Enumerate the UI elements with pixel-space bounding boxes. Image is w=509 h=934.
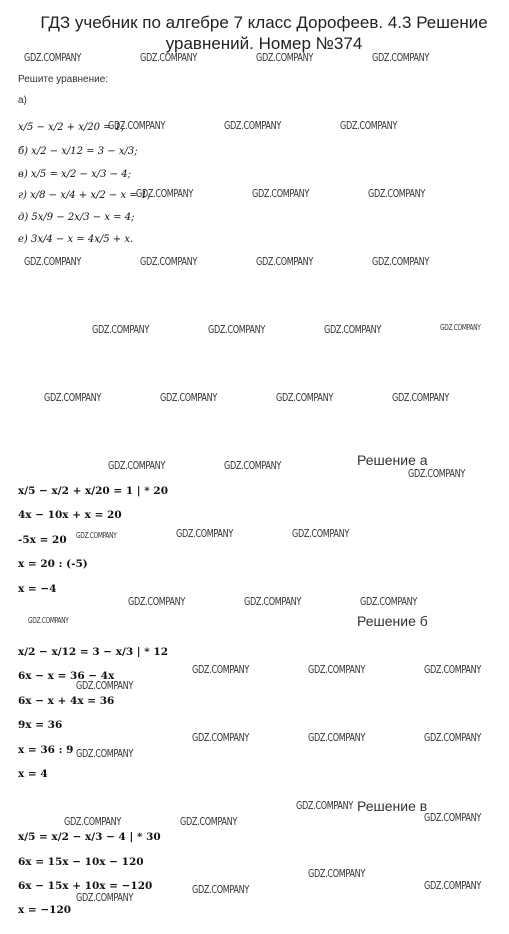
watermark: GDZ.COMPANY: [76, 891, 134, 904]
watermark: GDZ.COMPANY: [252, 187, 310, 200]
solution-line: 6x − 15x + 10x = −120: [18, 880, 153, 892]
watermark: GDZ.COMPANY: [108, 459, 166, 472]
solution-line: 6x = 15x − 10x − 120: [18, 856, 144, 868]
task-item: г) x/8 − x/4 + x/2 − x = 1;: [18, 190, 151, 201]
watermark: GDZ.COMPANY: [192, 663, 250, 676]
task-item: x/5 − x/2 + x/20 = 1;: [18, 122, 125, 133]
watermark: GDZ.COMPANY: [160, 391, 218, 404]
watermark: GDZ.COMPANY: [424, 731, 482, 744]
watermark: GDZ.COMPANY: [372, 255, 430, 268]
watermark: GDZ.COMPANY: [140, 255, 198, 268]
watermark: GDZ.COMPANY: [136, 187, 194, 200]
solution-line: x/5 − x/2 + x/20 = 1 | * 20: [18, 485, 169, 497]
watermark: GDZ.COMPANY: [24, 255, 82, 268]
watermark: GDZ.COMPANY: [368, 187, 426, 200]
watermark: GDZ.COMPANY: [108, 119, 166, 132]
watermark: GDZ.COMPANY: [224, 119, 282, 132]
task-item: е) 3x/4 − x = 4x/5 + x.: [18, 234, 134, 245]
watermark: GDZ.COMPANY: [408, 467, 466, 480]
watermark: GDZ.COMPANY: [192, 731, 250, 744]
solution-line: x = 4: [18, 768, 48, 780]
watermark: GDZ.COMPANY: [28, 616, 69, 625]
watermark: GDZ.COMPANY: [140, 51, 198, 64]
watermark: GDZ.COMPANY: [372, 51, 430, 64]
solution-line: x = 20 : (-5): [18, 558, 88, 570]
watermark: GDZ.COMPANY: [256, 255, 314, 268]
watermark: GDZ.COMPANY: [76, 747, 134, 760]
watermark: GDZ.COMPANY: [440, 323, 481, 332]
watermark: GDZ.COMPANY: [340, 119, 398, 132]
watermark: GDZ.COMPANY: [424, 811, 482, 824]
solution-line: x = −4: [18, 583, 57, 595]
watermark: GDZ.COMPANY: [296, 799, 354, 812]
task-label-a: а): [18, 95, 27, 106]
solution-heading-a: Решение а: [357, 452, 428, 468]
watermark: GDZ.COMPANY: [176, 527, 234, 540]
watermark: GDZ.COMPANY: [308, 663, 366, 676]
watermark: GDZ.COMPANY: [208, 323, 266, 336]
solution-heading-b: Решение б: [357, 613, 428, 629]
solution-line: x = −120: [18, 904, 72, 916]
task-item: в) x/5 = x/2 − x/3 − 4;: [18, 169, 131, 180]
solution-line: x/5 = x/2 − x/3 − 4 | * 30: [18, 831, 161, 843]
watermark: GDZ.COMPANY: [276, 391, 334, 404]
solution-line: x/2 − x/12 = 3 − x/3 | * 12: [18, 646, 169, 658]
watermark: GDZ.COMPANY: [424, 879, 482, 892]
watermark: GDZ.COMPANY: [24, 51, 82, 64]
watermark: GDZ.COMPANY: [256, 51, 314, 64]
watermark: GDZ.COMPANY: [308, 731, 366, 744]
solution-line: 6x − x + 4x = 36: [18, 695, 115, 707]
watermark: GDZ.COMPANY: [128, 595, 186, 608]
watermark: GDZ.COMPANY: [92, 323, 150, 336]
watermark: GDZ.COMPANY: [292, 527, 350, 540]
task-item: д) 5x/9 − 2x/3 − x = 4;: [18, 212, 135, 223]
watermark: GDZ.COMPANY: [224, 459, 282, 472]
watermark: GDZ.COMPANY: [424, 663, 482, 676]
solution-line: x = 36 : 9: [18, 744, 74, 756]
page-title: ГДЗ учебник по алгебре 7 класс Дорофеев. 4.3 Решение уравнений. Номер №374: [40, 13, 488, 53]
solution-line: 6x − x = 36 − 4x: [18, 670, 115, 682]
watermark: GDZ.COMPANY: [76, 531, 117, 540]
watermark: GDZ.COMPANY: [324, 323, 382, 336]
watermark: GDZ.COMPANY: [360, 595, 418, 608]
task-intro: Решите уравнение:: [18, 74, 109, 85]
solution-line: 4x − 10x + x = 20: [18, 509, 122, 521]
watermark: GDZ.COMPANY: [244, 595, 302, 608]
watermark: GDZ.COMPANY: [64, 815, 122, 828]
watermark: GDZ.COMPANY: [392, 391, 450, 404]
watermark: GDZ.COMPANY: [44, 391, 102, 404]
solution-heading-c: Решение в: [357, 798, 428, 814]
solution-line: -5x = 20: [18, 534, 67, 546]
watermark: GDZ.COMPANY: [192, 883, 250, 896]
watermark: GDZ.COMPANY: [308, 867, 366, 880]
watermark: GDZ.COMPANY: [180, 815, 238, 828]
watermark: GDZ.COMPANY: [76, 679, 134, 692]
solution-line: 9x = 36: [18, 719, 63, 731]
task-item: б) x/2 − x/12 = 3 − x/3;: [18, 146, 138, 157]
